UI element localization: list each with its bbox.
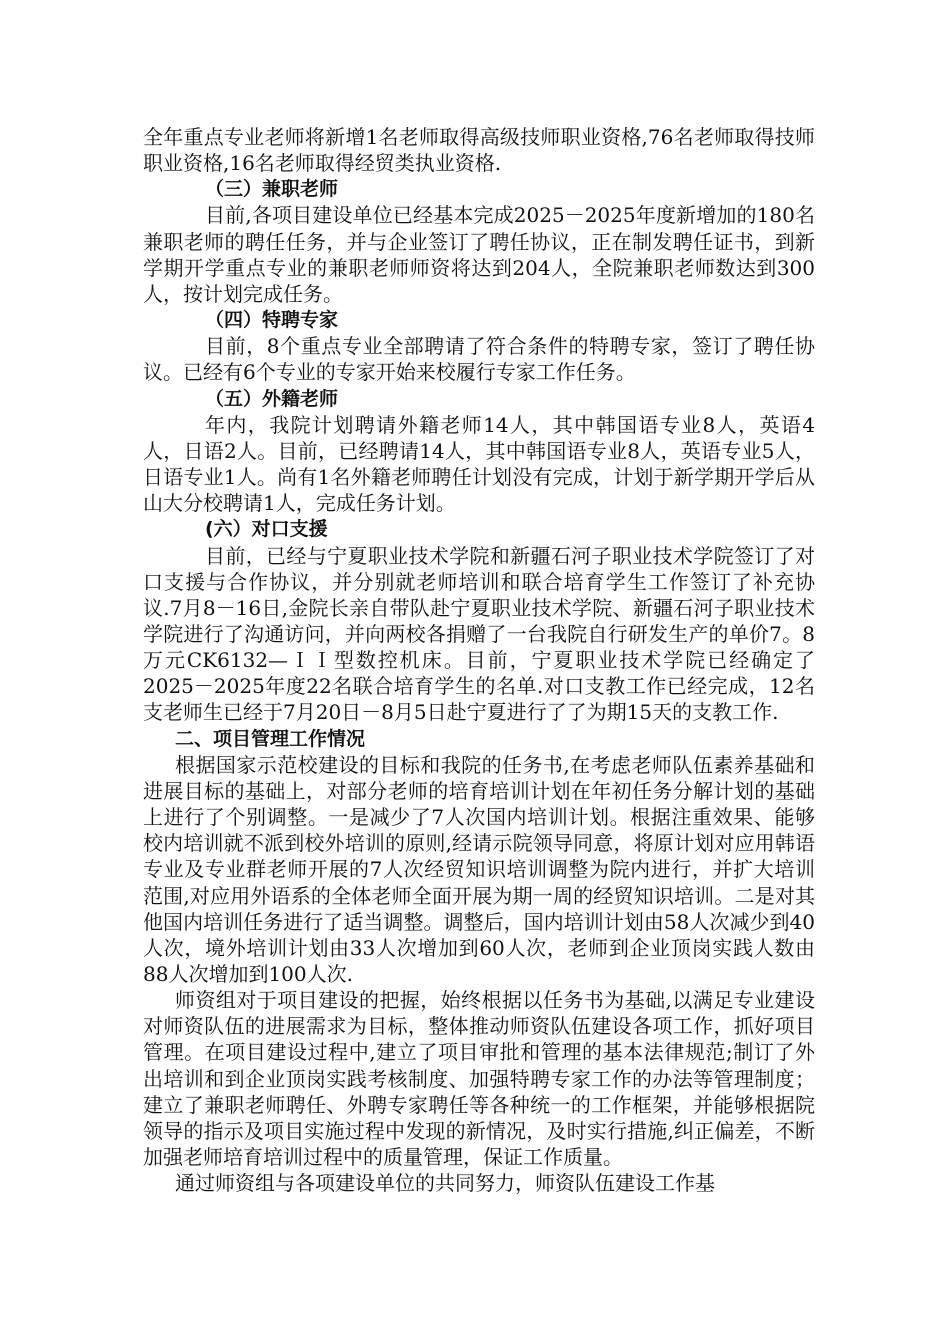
paragraph-continuation: 全年重点专业老师将新增1名老师取得高级技师职业资格,76名老师取得技师职业资格,16名老师取得经贸类执业资格. [143,125,815,176]
section-heading-part-time-teachers: （三）兼职老师 [205,178,339,201]
paragraph-project-management-2: 师资组对于项目建设的把握，始终根据以任务书为基础,以满足专业建设对师资队伍的进展需求为目标，整体推动师资队伍建设各项工作，抓好项目管理。在项目建设过程中,建立了项目审批和管理的基本法律规范;制订了外出培训和到企业顶岗实践考核制度、加强特聘专家工作的办法等管理制度；建立了兼职老师聘任、外聘专家聘任等各种统一的工作框架，并能够根据院领导的指示及项目实施过程中发现的新情况，及时实行措施,纠正偏差，不断加强老师培育培训过程中的质量管理，保证工作质量。 [143,988,815,1170]
section-heading-counterpart-support: (六）对口支援 [205,518,328,541]
section-heading-foreign-teachers: （五）外籍老师 [205,387,339,410]
paragraph-part-time-teachers: 目前,各项目建设单位已经基本完成2025－2025年度新增加的180名兼职老师的聘任任务，并与企业签订了聘任协议，正在制发聘任证书，到新学期开学重点专业的兼职老师师资将达到204人，全院兼职老师数达到300人，按计划完成任务。 [143,203,815,306]
paragraph-project-management-1: 根据国家示范校建设的目标和我院的任务书,在考虑老师队伍素养基础和进展目标的基础上，对部分老师的培育培训计划在年初任务分解计划的基础上进行了个别调整。一是减少了7人次国内培训计划。根据注重效果、能够校内培训就不派到校外培训的原则,经请示院领导同意，将原计划对应用韩语专业及专业群老师开展的7人次经贸知识培训调整为院内进行，并扩大培训范围,对应用外语系的全体老师全面开展为期一周的经贸知识培训。二是对其他国内培训任务进行了适当调整。调整后，国内培训计划由58人次减少到40人次，境外培训计划由33人次增加到60人次，老师到企业顶岗实践人数由88人次增加到100人次. [143,752,815,986]
document-body [143,124,815,1196]
paragraph-foreign-teachers: 年内，我院计划聘请外籍老师14人，其中韩国语专业8人，英语4人，日语2人。目前，已经聘请14人，其中韩国语专业8人，英语专业5人，日语专业1人。尚有1名外籍老师聘任计划没有完成，计划于新学期开学后从山大分校聘请1人，完成任务计划。 [143,412,815,516]
section-heading-project-management: 二、项目管理工作情况 [175,727,366,750]
paragraph-counterpart-support: 目前，已经与宁夏职业技术学院和新疆石河子职业技术学院签订了对口支援与合作协议，并分别就老师培训和联合培育学生工作签订了补充协议.7月8－16日,金院长亲自带队赴宁夏职业技术学院、新疆石河子职业技术学院进行了沟通访问，并向两校各捐赠了一台我院自行研发生产的单价7。8万元CK6132—ＩＩ型数控机床。目前，宁夏职业技术学院已经确定了2025－2025年度22名联合培育学生的名单.对口支教工作已经完成，12名支老师生已经于7月20日－8月5日赴宁夏进行了了为期15天的支教工作. [143,543,815,725]
section-heading-special-experts: （四）特聘专家 [205,309,339,332]
paragraph-special-experts: 目前，8个重点专业全部聘请了符合条件的特聘专家，签订了聘任协议。已经有6个专业的专家开始来校履行专家工作任务。 [143,334,815,385]
paragraph-project-management-3: 通过师资组与各项建设单位的共同努力，师资队伍建设工作基 [175,1171,715,1196]
